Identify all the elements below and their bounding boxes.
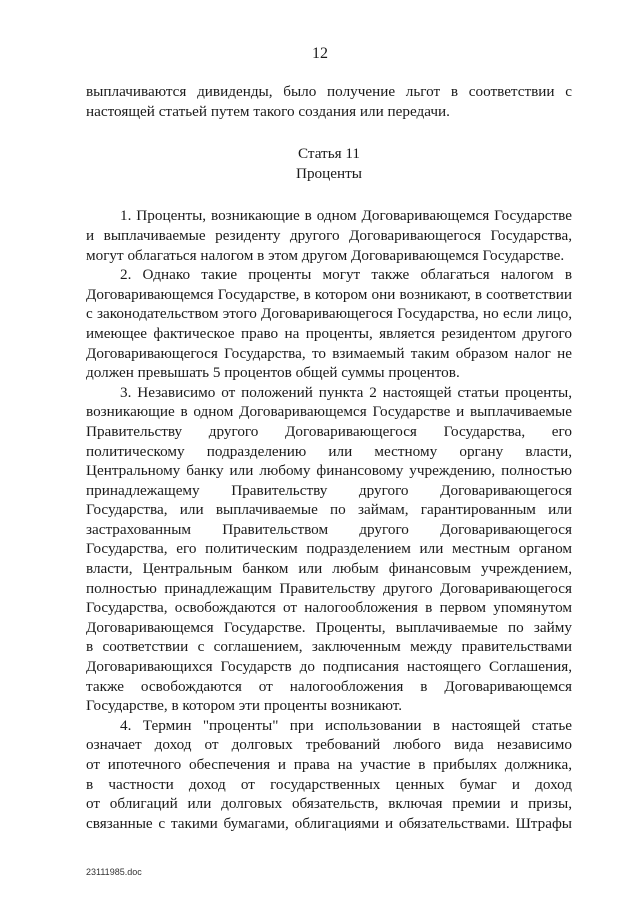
text-line: Договаривающемся Государстве, в котором они возникают, в соответствии [86,285,572,303]
text-line: от облигаций или долговых обязательств, включая премии и призы, [86,795,572,813]
paragraph-2 [86,265,572,383]
text-line: 1. Проценты, возникающие в одном Договаривающемся Государстве [120,207,572,225]
text-line: Государства, его политическим подразделением или местным органом [86,540,572,558]
text-line: Правительству другого Договаривающегося Государства, его [86,422,572,440]
text-line: Государства, освобождаются от налогообложения в первом упомянутом [86,599,572,617]
page-number: 12 [312,45,328,62]
text-line: 3. Независимо от положений пункта 2 настоящей статьи проценты, [120,383,572,401]
text-line: застрахованным Правительством другого Договаривающегося [86,520,572,538]
text-line: политическому подразделению или местному органу власти, [86,442,572,460]
paragraph-1 [86,206,572,265]
document-body [86,82,572,833]
text-line: могут облагаться налогом в этом другом Договаривающемся Государстве. [86,246,565,264]
text-line: связанные с такими бумагами, облигациями и обязательствами. Штрафы [86,814,572,832]
text-line: в соответствии с соглашением, заключенным между правительствами [86,638,572,656]
text-line: принадлежащему Правительству другого Договаривающегося [86,481,572,499]
text-line: имеющее фактическое право на проценты, является резидентом другого [86,324,572,342]
text-line: 2. Однако такие проценты могут также облагаться налогом в [120,266,572,284]
text-line: от ипотечного обеспечения и права на участие в прибылях должника, [86,756,572,773]
text-line: власти, Центральным банком или любым финансовым учреждением, [86,560,572,578]
article-title: Проценты [296,164,362,182]
text-line: 4. Термин "проценты" при использовании в настоящей статье [120,716,572,734]
text-line: выплачиваются дивиденды, было получение льгот в соответствии с [86,83,572,100]
article-number: Статья 11 [297,145,361,163]
text-line: Государстве, в котором эти проценты возникают. [86,697,403,715]
text-line: полностью принадлежащим Правительству другого Договаривающегося [86,579,572,597]
footer-filename: 23111985.doc [86,867,142,877]
text-line: Договаривающегося Государства, то взимаемый таким образом налог не [86,344,572,362]
text-line: в частности доход от государственных ценных бумаг и доход [86,775,572,793]
text-line: настоящей статьей путем такого создания или передачи. [86,102,450,120]
text-line: с законодательством этого Договаривающегося Государства, но если лицо, [86,305,572,323]
intro-paragraph [86,82,572,121]
text-line: Государства, или выплачиваемые по займам, гарантированным или [86,501,572,519]
text-line: также освобождаются от налогообложения в Договаривающемся [86,677,572,695]
paragraph-4 [86,716,572,834]
text-line: Договаривающихся Государств до подписания настоящего Соглашения, [86,658,572,676]
text-line: возникающие в одном Договаривающемся Государстве и выплачиваемые [86,403,572,421]
paragraph-3 [86,383,572,716]
text-line: должен превышать 5 процентов общей суммы процентов. [86,364,460,382]
text-line: Договаривающемся Государстве. Проценты, выплачиваемые по займу [86,618,572,636]
text-line: означает доход от долговых требований любого вида независимо [86,736,572,754]
text-line: и выплачиваемые резиденту другого Договаривающегося Государства, [86,226,572,244]
text-line: Центральному банку или любому финансовому учреждению, полностью [86,462,572,480]
